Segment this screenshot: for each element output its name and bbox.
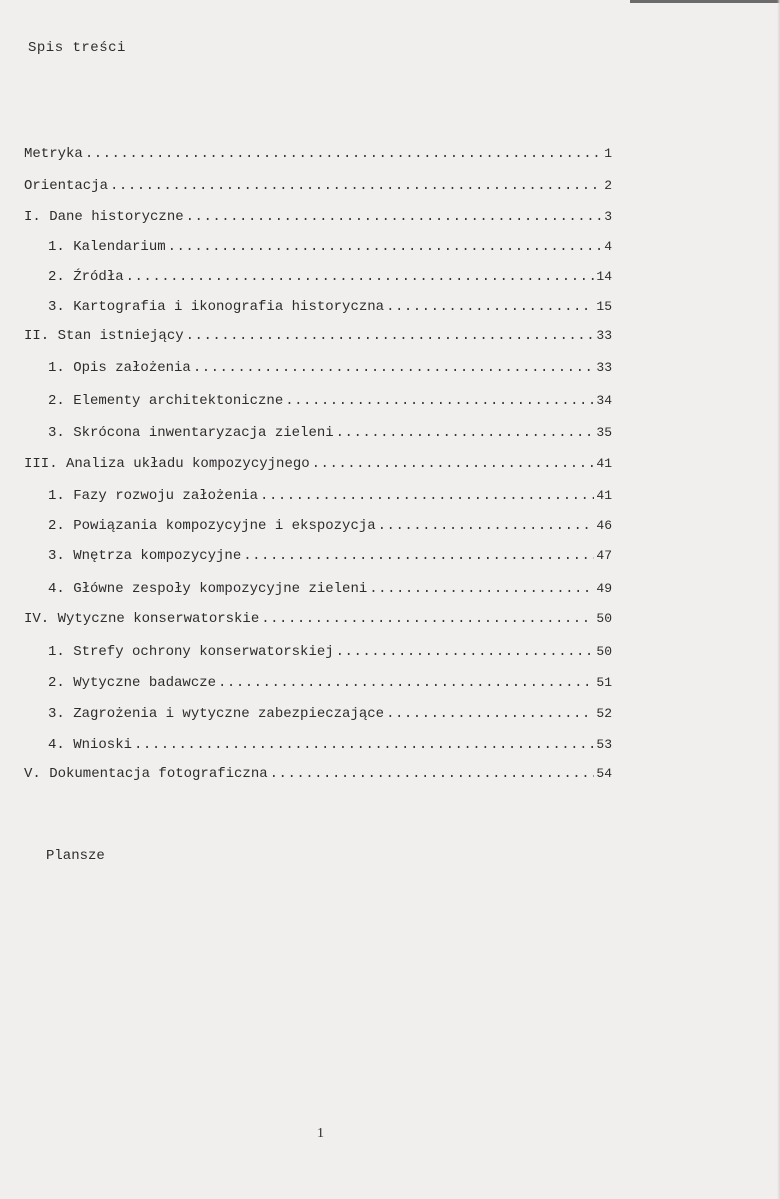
- toc-entry-label: V. Dokumentacja fotograficzna: [24, 766, 268, 782]
- toc-entry-page: 51: [596, 675, 612, 690]
- toc-leader: [285, 393, 594, 409]
- toc-leader: [110, 178, 602, 194]
- toc-entry-page: 2: [604, 178, 612, 193]
- toc-leader: [126, 269, 595, 285]
- toc-entry-label: 1. Fazy rozwoju założenia: [48, 488, 259, 504]
- toc-leader: [386, 706, 594, 722]
- toc-leader: [186, 209, 603, 225]
- toc-entry-wnioski: [48, 737, 612, 753]
- toc-entry-label: III. Analiza układu kompozycyjnego: [24, 456, 310, 472]
- toc-entry-page: 15: [596, 299, 612, 314]
- toc-leader: [378, 518, 595, 534]
- toc-entry-label: 3. Kartografia i ikonografia historyczna: [48, 299, 385, 315]
- toc-entry-wytyczne-konserwatorskie: [24, 611, 612, 627]
- toc-entry-page: 52: [596, 706, 612, 721]
- toc-entry-page: 35: [596, 425, 612, 440]
- toc-entry-wnetrza-kompozycyjne: [48, 548, 612, 564]
- toc-entry-label: 2. Wytyczne badawcze: [48, 675, 217, 691]
- toc-entry-label: 4. Główne zespoły kompozycyjne zieleni: [48, 581, 368, 597]
- toc-entry-page: 53: [596, 737, 612, 752]
- toc-entry-stan-istniejacy: [24, 328, 612, 344]
- toc-entry-powiazania-kompozycyjne: [48, 518, 612, 534]
- toc-entry-label: II. Stan istniejący: [24, 328, 184, 344]
- toc-entry-label: 1. Kalendarium: [48, 239, 166, 255]
- toc-leader: [386, 299, 594, 315]
- toc-entry-page: 47: [596, 548, 612, 563]
- toc-entry-elementy-architektoniczne: [48, 393, 612, 409]
- toc-entry-zagrozenia: [48, 706, 612, 722]
- toc-entry-fazy-rozwoju: [48, 488, 612, 504]
- toc-leader: [336, 425, 595, 441]
- page-number: 1: [317, 1126, 324, 1141]
- toc-entry-page: 46: [596, 518, 612, 533]
- toc-entry-page: 49: [596, 581, 612, 596]
- toc-entry-page: 41: [596, 488, 612, 503]
- toc-leader: [186, 328, 595, 344]
- toc-entry-label: I. Dane historyczne: [24, 209, 184, 225]
- toc-entry-dane-historyczne: [24, 209, 612, 225]
- toc-leader: [85, 146, 602, 162]
- toc-entry-orientacja: [24, 178, 612, 194]
- toc-leader: [168, 239, 603, 255]
- toc-leader: [336, 644, 595, 660]
- toc-entry-kartografia: [48, 299, 612, 315]
- toc-entry-glowne-zespoly: [48, 581, 612, 597]
- appendix-label: Plansze: [46, 848, 105, 864]
- toc-entry-label: 2. Elementy architektoniczne: [48, 393, 284, 409]
- toc-entry-page: 1: [604, 146, 612, 161]
- toc-leader: [261, 611, 594, 627]
- toc-entry-page: 54: [596, 766, 612, 781]
- toc-entry-strefy-ochrony: [48, 644, 612, 660]
- toc-entry-page: 50: [596, 611, 612, 626]
- toc-entry-kalendarium: [48, 239, 612, 255]
- toc-entry-opis-zalozenia: [48, 360, 612, 376]
- toc-entry-label: 2. Powiązania kompozycyjne i ekspozycja: [48, 518, 376, 534]
- toc-entry-page: 41: [596, 456, 612, 471]
- toc-entry-wytyczne-badawcze: [48, 675, 612, 691]
- toc-entry-zrodla: [48, 269, 612, 285]
- toc-entry-page: 34: [596, 393, 612, 408]
- toc-leader: [312, 456, 595, 472]
- toc-entry-page: 33: [596, 360, 612, 375]
- toc-leader: [260, 488, 594, 504]
- toc-entry-metryka: [24, 146, 612, 162]
- toc-leader: [243, 548, 594, 564]
- toc-entry-label: 1. Strefy ochrony konserwatorskiej: [48, 644, 334, 660]
- toc-heading: Spis treści: [28, 40, 126, 56]
- toc-entry-page: 3: [604, 209, 612, 224]
- toc-entry-label: 3. Zagrożenia i wytyczne zabezpieczające: [48, 706, 385, 722]
- toc-entry-label: 3. Wnętrza kompozycyjne: [48, 548, 242, 564]
- toc-entry-label: 2. Źródła: [48, 269, 124, 285]
- toc-entry-label: IV. Wytyczne konserwatorskie: [24, 611, 260, 627]
- toc-leader: [193, 360, 595, 376]
- toc-entry-label: Metryka: [24, 146, 83, 162]
- toc-entry-label: 4. Wnioski: [48, 737, 133, 753]
- toc-leader: [218, 675, 594, 691]
- toc-entry-label: Orientacja: [24, 178, 109, 194]
- toc-entry-analiza-ukladu: [24, 456, 612, 472]
- toc-entry-label: 1. Opis założenia: [48, 360, 191, 376]
- toc-entry-page: 50: [596, 644, 612, 659]
- toc-entry-page: 14: [596, 269, 612, 284]
- toc-entry-dokumentacja-fotograficzna: [24, 766, 612, 782]
- toc-entry-page: 4: [604, 239, 612, 254]
- toc-entry-label: 3. Skrócona inwentaryzacja zieleni: [48, 425, 334, 441]
- toc-entry-page: 33: [596, 328, 612, 343]
- toc-leader: [369, 581, 594, 597]
- toc-leader: [134, 737, 594, 753]
- toc-entry-inwentaryzacja-zieleni: [48, 425, 612, 441]
- toc-leader: [270, 766, 595, 782]
